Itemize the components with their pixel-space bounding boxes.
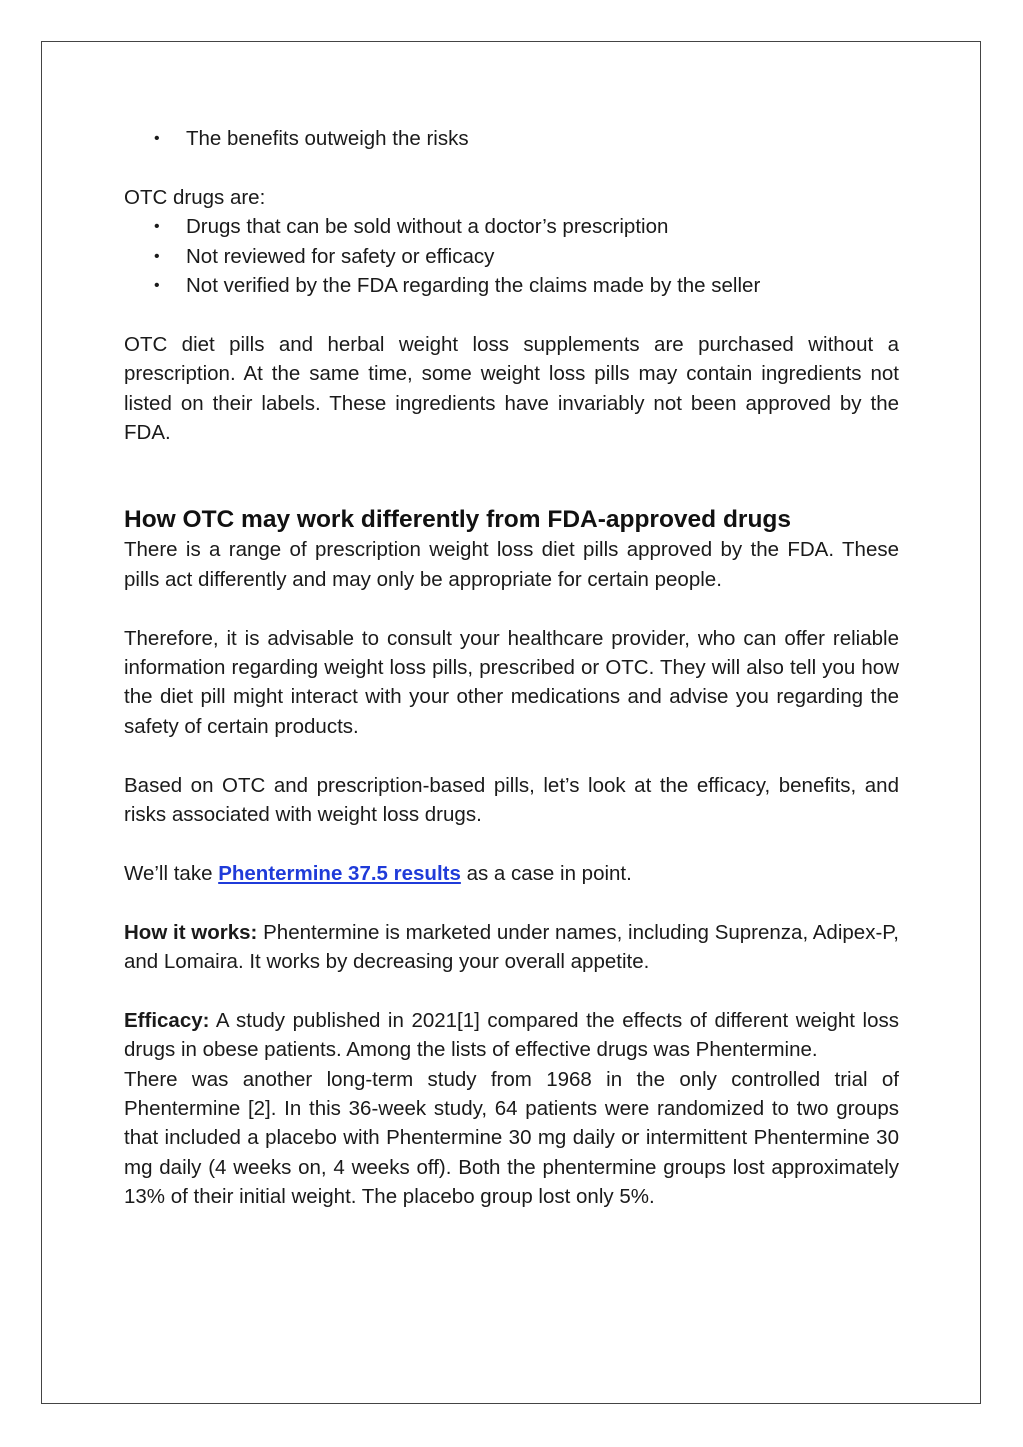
otc-list	[124, 212, 899, 300]
efficacy-text: A study published in 2021[1] compared the effects of different weight loss drugs in obese patients. Among the lists of effective drugs was Phentermine.	[124, 1008, 899, 1062]
paragraph-based-on: Based on OTC and prescription-based pills, let’s look at the efficacy, benefits, and risks associated with weight loss drugs.	[124, 773, 899, 827]
list-item: • Drugs that can be sold without a doctor’s prescription	[124, 212, 899, 241]
list-item: • Not reviewed for safety or efficacy	[124, 242, 899, 271]
paragraph-long-term-study: There was another long-term study from 1968 in the only controlled trial of Phentermine [2]. In this 36-week study, 64 patients were randomized to two groups that included a placebo with Phentermine 30 mg daily or intermittent Phentermine 30 mg daily (4 weeks on, 4 weeks off). Both the phentermine groups lost approximately 13% of their initial weight. The placebo group lost only 5%.	[124, 1067, 899, 1209]
paragraph-case-in-point	[124, 859, 899, 888]
benefits-list	[124, 124, 899, 153]
how-it-works-text: Phentermine is marketed under names, including Suprenza, Adipex-P, and Lomaira. It works by decreasing your overall appetite.	[124, 920, 899, 974]
paragraph-otc-diet: OTC diet pills and herbal weight loss supplements are purchased without a prescription. At the same time, some weight loss pills may contain ingredients not listed on their labels. These ingredients have invariably not been approved by the FDA.	[124, 332, 899, 445]
paragraph-consult: Therefore, it is advisable to consult your healthcare provider, who can offer reliable information regarding weight loss pills, prescribed or OTC. They will also tell you how the diet pill might interact with your other medications and advise you regarding the safety of certain products.	[124, 626, 899, 738]
phentermine-results-link[interactable]: Phentermine 37.5 results	[218, 861, 461, 885]
efficacy-label: Efficacy:	[124, 1008, 210, 1032]
paragraph-how-it-works	[124, 918, 899, 977]
document-body	[124, 124, 899, 1212]
otc-intro: OTC drugs are:	[124, 185, 266, 209]
case-text-before: We’ll take	[124, 861, 219, 885]
list-item: • The benefits outweigh the risks	[124, 124, 899, 153]
paragraph-range: There is a range of prescription weight loss diet pills approved by the FDA. These pills act differently and may only be appropriate for certain people.	[124, 538, 899, 591]
case-text-after: as a case in point.	[460, 861, 632, 885]
section-heading: How OTC may work differently from FDA-approved drugs	[124, 506, 792, 534]
list-item: • Not verified by the FDA regarding the claims made by the seller	[124, 271, 899, 300]
paragraph-efficacy	[124, 1006, 899, 1065]
how-it-works-label: How it works:	[124, 920, 258, 944]
